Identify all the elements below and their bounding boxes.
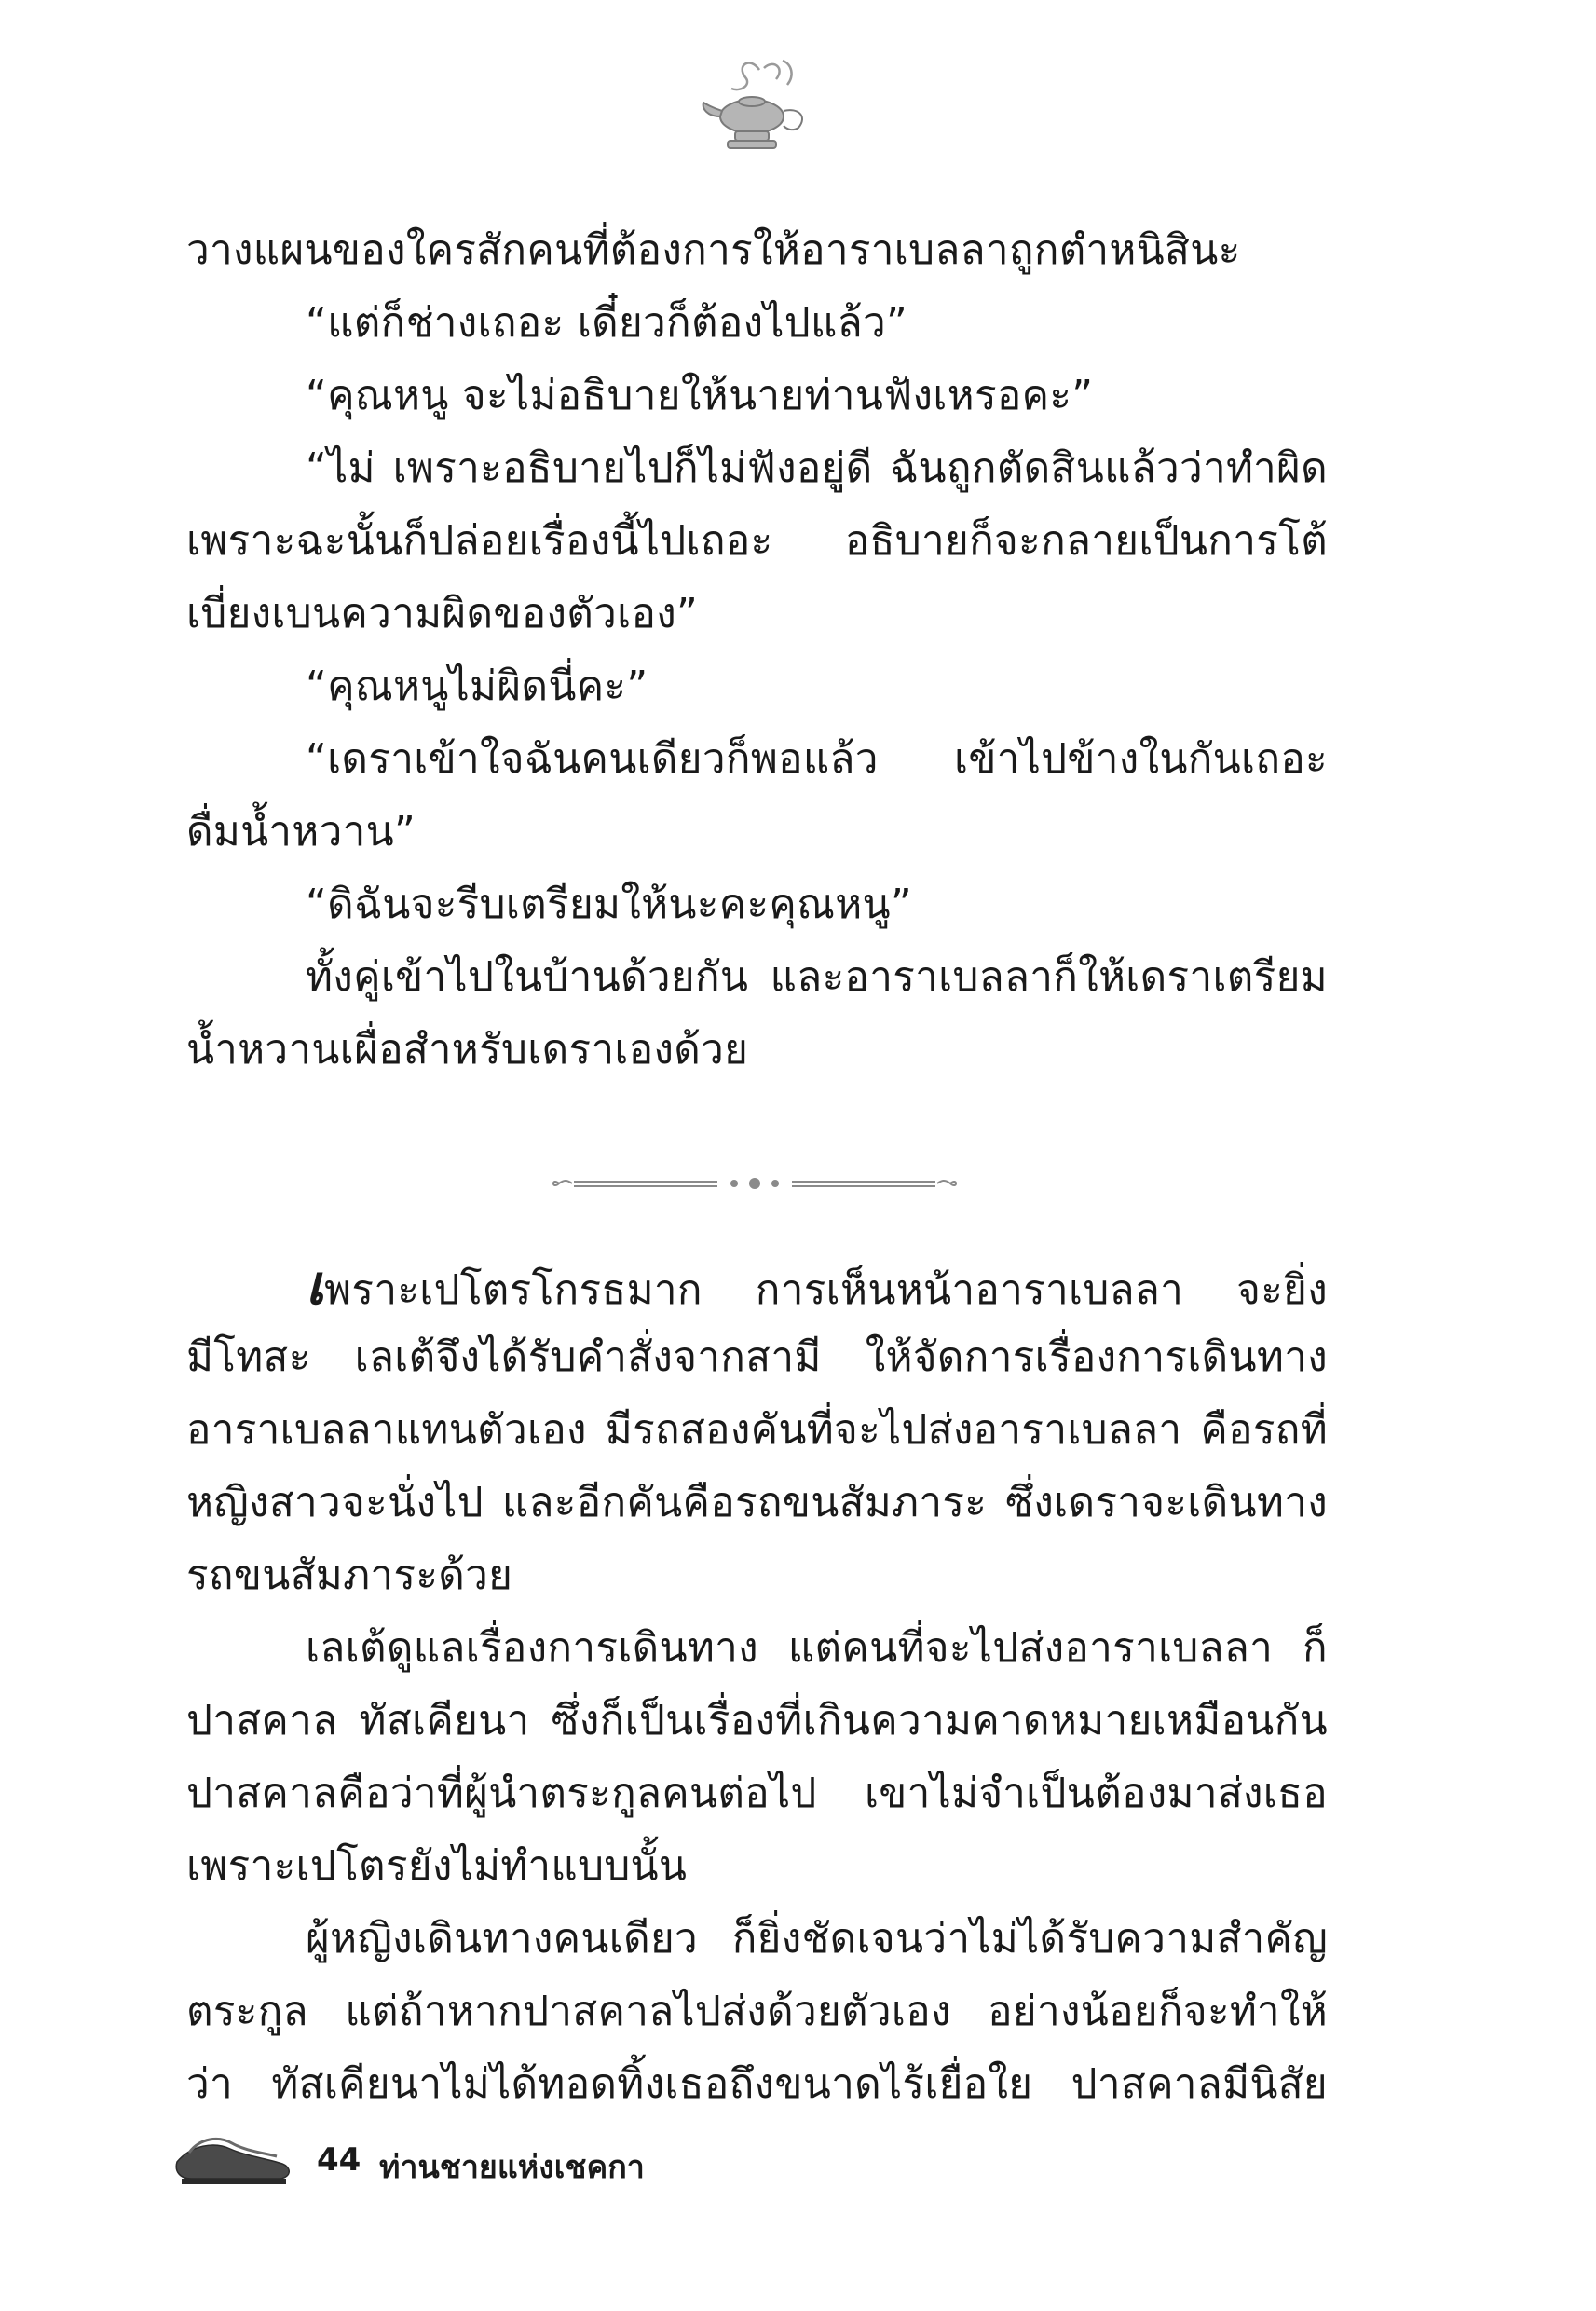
text-line: น้ำหวานเผื่อสำหรับเดราเองด้วย	[186, 1026, 749, 1073]
text-line: ดื่มน้ำหวาน”	[186, 808, 416, 855]
text-line: มีโทสะ เลเต้จึงได้รับคำสั่งจากสามี ให้จัดการเรื่องการเดินทาง	[186, 1333, 1328, 1381]
text-line: เพราะฉะนั้นก็ปล่อยเรื่องนี้ไปเถอะ อธิบายก็จะกลายเป็นการโต้	[186, 517, 1328, 565]
text-line: ปาสคาลคือว่าที่ผู้นำตระกูลคนต่อไป เขาไม่จำเป็นต้องมาส่งเธอ	[186, 1770, 1328, 1817]
text-line: ปาสคาล ทัสเคียนา ซึ่งก็เป็นเรื่องที่เกินความคาดหมายเหมือนกัน	[186, 1697, 1328, 1744]
text-line: “เดราเข้าใจฉันคนเดียวก็พอแล้ว เข้าไปข้างในกันเถอะ	[306, 735, 1328, 783]
shoe-icon	[172, 2125, 298, 2190]
text-line: ว่า ทัสเคียนาไม่ได้ทอดทิ้งเธอถึงขนาดไร้เยื่อใย ปาสคาลมีนิสัย	[186, 2060, 1328, 2108]
text-line: เบี่ยงเบนความผิดของตัวเอง”	[186, 590, 699, 637]
text-line: ทั้งคู่เข้าไปในบ้านด้วยกัน และอาราเบลลาก็ให้เดราเตรียม	[306, 953, 1328, 1001]
genie-lamp-icon	[694, 51, 815, 163]
text-line: เพราะเปโตรโกรธมาก การเห็นหน้าอาราเบลลา จะยิ่ง	[306, 1253, 1328, 1317]
text-block-bottom	[186, 1249, 1328, 2121]
text-line: “คุณหนู จะไม่อธิบายให้นายท่านฟังเหรอคะ”	[306, 372, 1094, 419]
page-footer	[172, 2125, 825, 2199]
drop-cap: เ	[306, 1253, 325, 1317]
text-block-top	[186, 214, 1328, 1087]
text-line: เลเต้ดูแลเรื่องการเดินทาง แต่คนที่จะไปส่งอาราเบลลา ก็	[306, 1624, 1328, 1672]
page-number: 44	[317, 2141, 361, 2179]
text-line: หญิงสาวจะนั่งไป และอีกคันคือรถขนสัมภาระ ซึ่งเดราจะเดินทาง	[186, 1479, 1328, 1526]
section-divider-ornament	[550, 1169, 960, 1197]
text-line: ตระกูล แต่ถ้าหากปาสคาลไปส่งด้วยตัวเอง อย่างน้อยก็จะทำให้	[186, 1988, 1328, 2035]
text-line: วางแผนของใครสักคนที่ต้องการให้อาราเบลลาถูกตำหนิสินะ	[186, 226, 1241, 274]
text-line: อาราเบลลาแทนตัวเอง มีรถสองคันที่จะไปส่งอาราเบลลา คือรถที่	[186, 1406, 1328, 1454]
book-title: ท่านชายแห่งเชคกา	[379, 2149, 645, 2186]
text-line: รถขนสัมภาระด้วย	[186, 1552, 513, 1599]
text-line: “แต่ก็ช่างเถอะ เดี๋ยวก็ต้องไปแล้ว”	[306, 299, 908, 347]
text-line: “ดิฉันจะรีบเตรียมให้นะคะคุณหนู”	[306, 881, 913, 928]
text-line: เพราะเปโตรยังไม่ทำแบบนั้น	[186, 1842, 688, 1890]
text-line: ผู้หญิงเดินทางคนเดียว ก็ยิ่งชัดเจนว่าไม่ได้รับความสำคัญ	[306, 1915, 1328, 1962]
text-line: “ไม่ เพราะอธิบายไปก็ไม่ฟังอยู่ดี ฉันถูกตัดสินแล้วว่าทำผิด	[306, 444, 1328, 492]
text-line: “คุณหนูไม่ผิดนี่คะ”	[306, 663, 648, 710]
